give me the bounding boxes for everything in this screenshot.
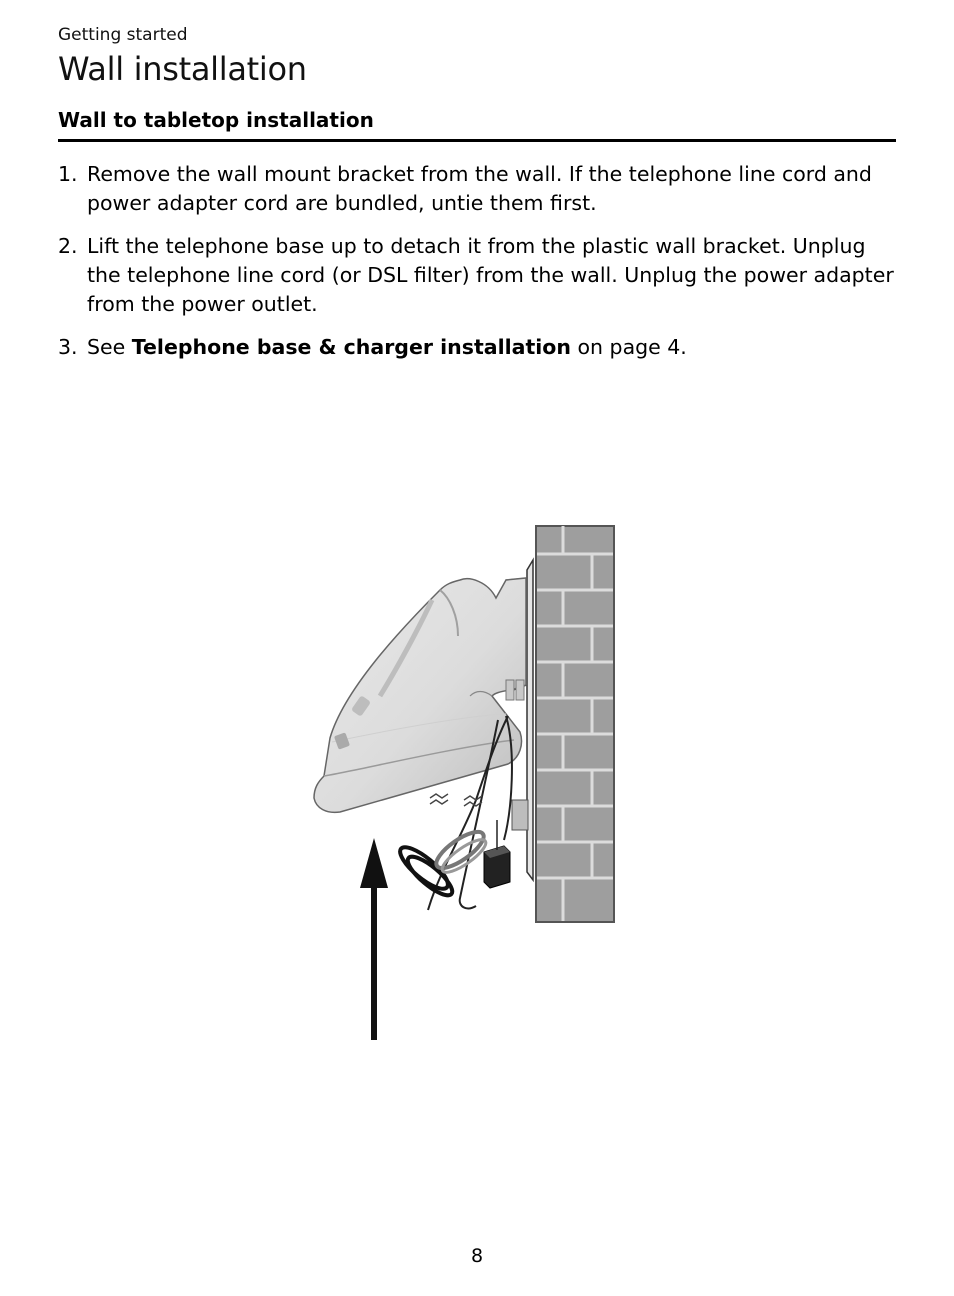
section-subheading: Wall to tabletop installation: [58, 108, 896, 142]
instruction-steps: [58, 160, 898, 376]
step-item: [58, 333, 898, 362]
page-number: 8: [470, 1245, 484, 1267]
page-reference: Telephone base & charger installation: [131, 335, 571, 359]
step-text-suffix: on page 4.: [570, 335, 687, 359]
page-title: Wall installation: [58, 50, 307, 88]
section-label: Getting started: [58, 25, 188, 45]
step-item: [58, 232, 898, 319]
step-number: 1.: [58, 162, 78, 186]
telephone-base-icon: [314, 578, 526, 812]
step-number: 3.: [58, 335, 78, 359]
step-text: Remove the wall mount bracket from the wall. If the telephone line cord and power adapter cord are bundled, untie them first.: [87, 162, 872, 215]
brick-wall-icon: [536, 526, 614, 922]
step-text: Lift the telephone base up to detach it from the plastic wall bracket. Unplug the telephone line cord (or DSL filter) from the wall. Unplug the power adapter from the power outlet.: [87, 234, 894, 316]
wall-to-tabletop-illustration: [300, 520, 630, 1050]
step-number: 2.: [58, 234, 78, 258]
up-arrow-icon: [360, 838, 388, 1040]
step-text-prefix: See: [87, 335, 132, 359]
step-item: [58, 160, 898, 218]
